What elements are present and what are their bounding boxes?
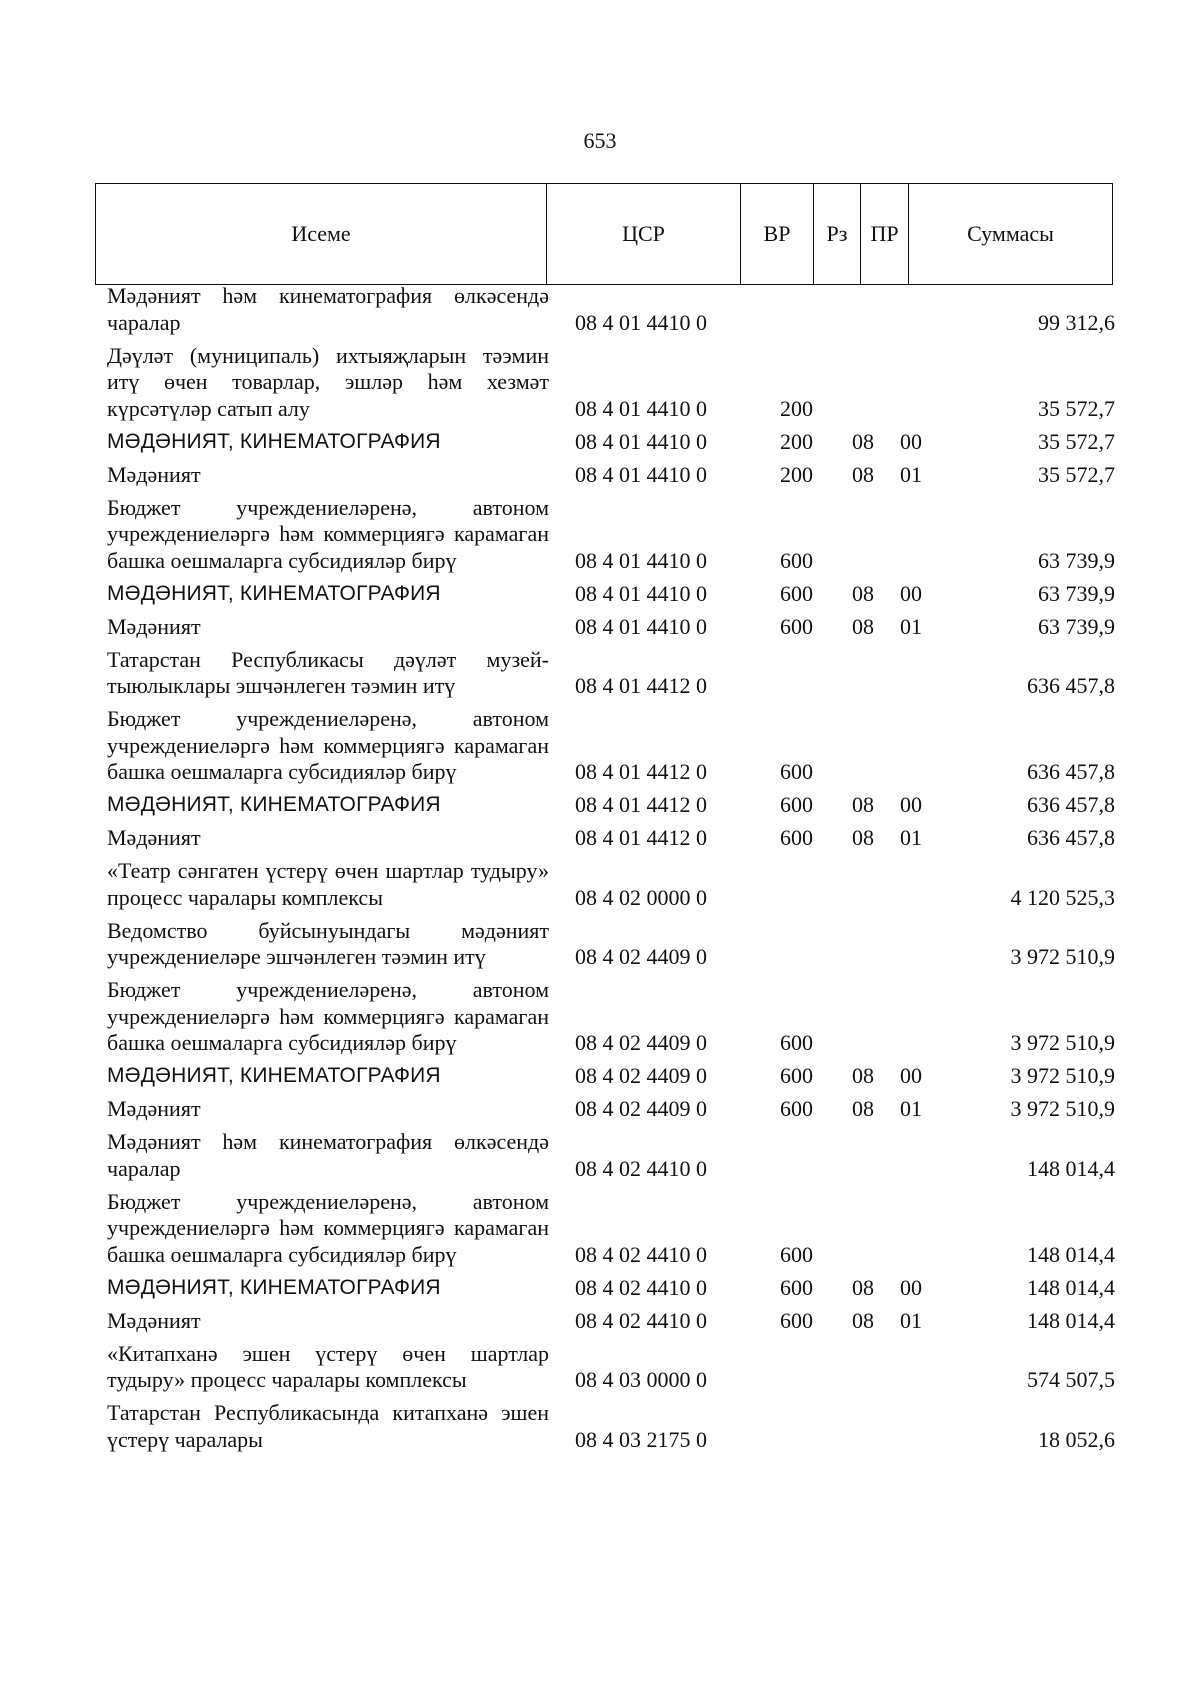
row-pr: 00 bbox=[900, 792, 922, 817]
row-vr: 600 bbox=[780, 1096, 813, 1121]
row-name: Бюджет учреждениеләренә, автоном учреждениеләргә һәм коммерциягә карамаган башка оешмаларга субсидияләр бирү bbox=[107, 977, 549, 1055]
table-row bbox=[95, 1400, 1115, 1453]
row-vr: 200 bbox=[780, 395, 813, 421]
row-csr: 08 4 01 4410 0 bbox=[575, 613, 707, 639]
row-sum: 148 014,4 bbox=[1027, 1155, 1115, 1181]
row-sum: 574 507,5 bbox=[1027, 1367, 1115, 1392]
table-row bbox=[95, 825, 1115, 852]
row-rz: 08 bbox=[852, 428, 874, 454]
row-name: Мәдәният bbox=[107, 461, 201, 487]
row-rz: 08 bbox=[852, 1096, 874, 1121]
row-csr: 08 4 02 4410 0 bbox=[575, 1155, 707, 1181]
row-sum: 3 972 510,9 bbox=[1010, 1063, 1115, 1088]
row-sum: 35 572,7 bbox=[1038, 395, 1115, 421]
row-sum: 4 120 525,3 bbox=[1010, 884, 1115, 910]
row-vr: 600 bbox=[780, 1063, 813, 1088]
row-csr: 08 4 01 4410 0 bbox=[575, 580, 707, 606]
row-name: МӘДӘНИЯТ, КИНЕМАТОГРАФИЯ bbox=[107, 793, 441, 816]
row-name: Бюджет учреждениеләренә, автоном учреждениеләргә һәм коммерциягә карамаган башка оешмаларга субсидияләр бирү bbox=[107, 706, 549, 784]
row-vr: 600 bbox=[780, 1030, 813, 1055]
row-vr: 600 bbox=[780, 547, 813, 573]
row-sum: 636 457,8 bbox=[1027, 759, 1115, 784]
row-csr: 08 4 02 4409 0 bbox=[575, 1063, 707, 1088]
row-name: Мәдәният bbox=[107, 1096, 201, 1121]
row-csr: 08 4 03 2175 0 bbox=[575, 1426, 707, 1452]
row-vr: 200 bbox=[780, 428, 813, 454]
table-row bbox=[95, 647, 1115, 700]
row-name: «Китапханә эшен үстерү өчен шартлар тудыру» процесс чаралары комплексы bbox=[107, 1340, 549, 1392]
row-name: МӘДӘНИЯТ, КИНЕМАТОГРАФИЯ bbox=[107, 429, 441, 453]
row-sum: 35 572,7 bbox=[1038, 428, 1115, 454]
table-row bbox=[95, 858, 1115, 911]
row-name: Ведомство буйсынуындагы мәдәният учреждениеләре эшчәнлеген тәэмин итү bbox=[107, 917, 549, 969]
row-name: Мәдәният bbox=[107, 825, 201, 850]
row-sum: 148 014,4 bbox=[1027, 1241, 1115, 1267]
table-row bbox=[95, 792, 1115, 819]
row-pr: 01 bbox=[900, 1096, 922, 1121]
header-name: Исеме bbox=[96, 184, 547, 285]
header-rz: Рз bbox=[814, 184, 861, 285]
row-csr: 08 4 01 4412 0 bbox=[575, 673, 707, 698]
header-vr: ВР bbox=[741, 184, 814, 285]
row-name: МӘДӘНИЯТ, КИНЕМАТОГРАФИЯ bbox=[107, 1064, 441, 1087]
row-pr: 01 bbox=[900, 461, 922, 487]
row-csr: 08 4 02 4409 0 bbox=[575, 1030, 707, 1055]
table-row bbox=[95, 283, 1115, 336]
row-vr: 600 bbox=[780, 1274, 813, 1300]
row-vr: 600 bbox=[780, 1307, 813, 1333]
row-pr: 00 bbox=[900, 580, 922, 606]
row-csr: 08 4 02 4409 0 bbox=[575, 1096, 707, 1121]
row-name: «Театр сәнгатен үстерү өчен шартлар тудыру» процесс чаралары комплексы bbox=[107, 858, 549, 910]
row-sum: 99 312,6 bbox=[1038, 309, 1115, 335]
row-vr: 600 bbox=[780, 580, 813, 606]
table-row bbox=[95, 429, 1115, 456]
table-row bbox=[95, 495, 1115, 575]
row-csr: 08 4 02 4410 0 bbox=[575, 1274, 707, 1300]
row-csr: 08 4 01 4412 0 bbox=[575, 825, 707, 850]
header-pr: ПР bbox=[861, 184, 909, 285]
row-name: МӘДӘНИЯТ, КИНЕМАТОГРАФИЯ bbox=[107, 581, 441, 605]
row-name: Бюджет учреждениеләренә, автоном учреждениеләргә һәм коммерциягә карамаган башка оешмаларга субсидияләр бирү bbox=[107, 494, 549, 573]
table-row bbox=[95, 706, 1115, 786]
row-csr: 08 4 01 4410 0 bbox=[575, 395, 707, 421]
table-row bbox=[95, 1189, 1115, 1269]
table-row bbox=[95, 918, 1115, 971]
row-csr: 08 4 01 4412 0 bbox=[575, 792, 707, 817]
row-name: Татарстан Республикасында китапханә эшен үстерү чаралары bbox=[107, 1400, 549, 1452]
row-csr: 08 4 01 4410 0 bbox=[575, 428, 707, 454]
row-rz: 08 bbox=[852, 1274, 874, 1300]
row-name: Мәдәният bbox=[107, 1307, 201, 1333]
row-name: Татарстан Республикасы дәүләт музей-тыюлыклары эшчәнлеген тәэмин итү bbox=[107, 646, 549, 698]
row-rz: 08 bbox=[852, 461, 874, 487]
table-row bbox=[95, 1096, 1115, 1123]
row-rz: 08 bbox=[852, 580, 874, 606]
row-rz: 08 bbox=[852, 825, 874, 850]
row-csr: 08 4 03 0000 0 bbox=[575, 1367, 707, 1392]
row-rz: 08 bbox=[852, 1307, 874, 1333]
row-vr: 600 bbox=[780, 792, 813, 817]
row-csr: 08 4 02 4409 0 bbox=[575, 944, 707, 969]
row-vr: 200 bbox=[780, 461, 813, 487]
row-sum: 63 739,9 bbox=[1038, 547, 1115, 573]
row-name: Дәүләт (муниципаль) ихтыяҗларын тәэмин итү өчен товарлар, эшләр һәм хезмәт күрсәтүләр сатып алу bbox=[107, 342, 549, 421]
row-csr: 08 4 01 4412 0 bbox=[575, 759, 707, 784]
row-pr: 00 bbox=[900, 1274, 922, 1300]
row-pr: 00 bbox=[900, 428, 922, 454]
table-row bbox=[95, 1129, 1115, 1182]
row-pr: 01 bbox=[900, 825, 922, 850]
row-rz: 08 bbox=[852, 792, 874, 817]
page-number: 653 bbox=[583, 128, 617, 153]
row-sum: 148 014,4 bbox=[1027, 1274, 1115, 1300]
table-header bbox=[95, 183, 1113, 285]
row-rz: 08 bbox=[852, 613, 874, 639]
table-row bbox=[95, 343, 1115, 423]
row-sum: 63 739,9 bbox=[1038, 580, 1115, 606]
row-name: Бюджет учреждениеләренә, автоном учреждениеләргә һәм коммерциягә карамаган башка оешмаларга субсидияләр бирү bbox=[107, 1188, 549, 1267]
row-vr: 600 bbox=[780, 759, 813, 784]
row-sum: 3 972 510,9 bbox=[1010, 1096, 1115, 1121]
row-sum: 636 457,8 bbox=[1027, 792, 1115, 817]
table-row bbox=[95, 1341, 1115, 1394]
row-csr: 08 4 01 4410 0 bbox=[575, 547, 707, 573]
table-body bbox=[95, 283, 1115, 1460]
row-pr: 01 bbox=[900, 1307, 922, 1333]
row-name: Мәдәният һәм кинематография өлкәсендә чаралар bbox=[107, 1129, 549, 1181]
row-name: МӘДӘНИЯТ, КИНЕМАТОГРАФИЯ bbox=[107, 1275, 441, 1299]
row-vr: 600 bbox=[780, 825, 813, 850]
row-sum: 3 972 510,9 bbox=[1010, 1030, 1115, 1055]
row-pr: 01 bbox=[900, 613, 922, 639]
row-name: Мәдәният bbox=[107, 613, 201, 639]
row-sum: 636 457,8 bbox=[1027, 825, 1115, 850]
row-rz: 08 bbox=[852, 1063, 874, 1088]
row-csr: 08 4 01 4410 0 bbox=[575, 309, 707, 335]
table-row bbox=[95, 581, 1115, 608]
table-row bbox=[95, 977, 1115, 1057]
table-row bbox=[95, 1308, 1115, 1335]
header-csr: ЦСР bbox=[547, 184, 741, 285]
row-vr: 600 bbox=[780, 613, 813, 639]
row-pr: 00 bbox=[900, 1063, 922, 1088]
row-sum: 636 457,8 bbox=[1027, 673, 1115, 698]
table-row bbox=[95, 462, 1115, 489]
header-sum: Суммасы bbox=[909, 184, 1113, 285]
row-sum: 18 052,6 bbox=[1038, 1426, 1115, 1452]
row-sum: 35 572,7 bbox=[1038, 461, 1115, 487]
table-row bbox=[95, 1275, 1115, 1302]
row-csr: 08 4 01 4410 0 bbox=[575, 461, 707, 487]
row-sum: 148 014,4 bbox=[1027, 1307, 1115, 1333]
table-row bbox=[95, 1063, 1115, 1090]
row-csr: 08 4 02 4410 0 bbox=[575, 1241, 707, 1267]
row-csr: 08 4 02 4410 0 bbox=[575, 1307, 707, 1333]
row-sum: 3 972 510,9 bbox=[1010, 944, 1115, 969]
row-sum: 63 739,9 bbox=[1038, 613, 1115, 639]
table-row bbox=[95, 614, 1115, 641]
row-name: Мәдәният һәм кинематография өлкәсендә чаралар bbox=[107, 283, 549, 335]
row-csr: 08 4 02 0000 0 bbox=[575, 884, 707, 910]
row-vr: 600 bbox=[780, 1241, 813, 1267]
